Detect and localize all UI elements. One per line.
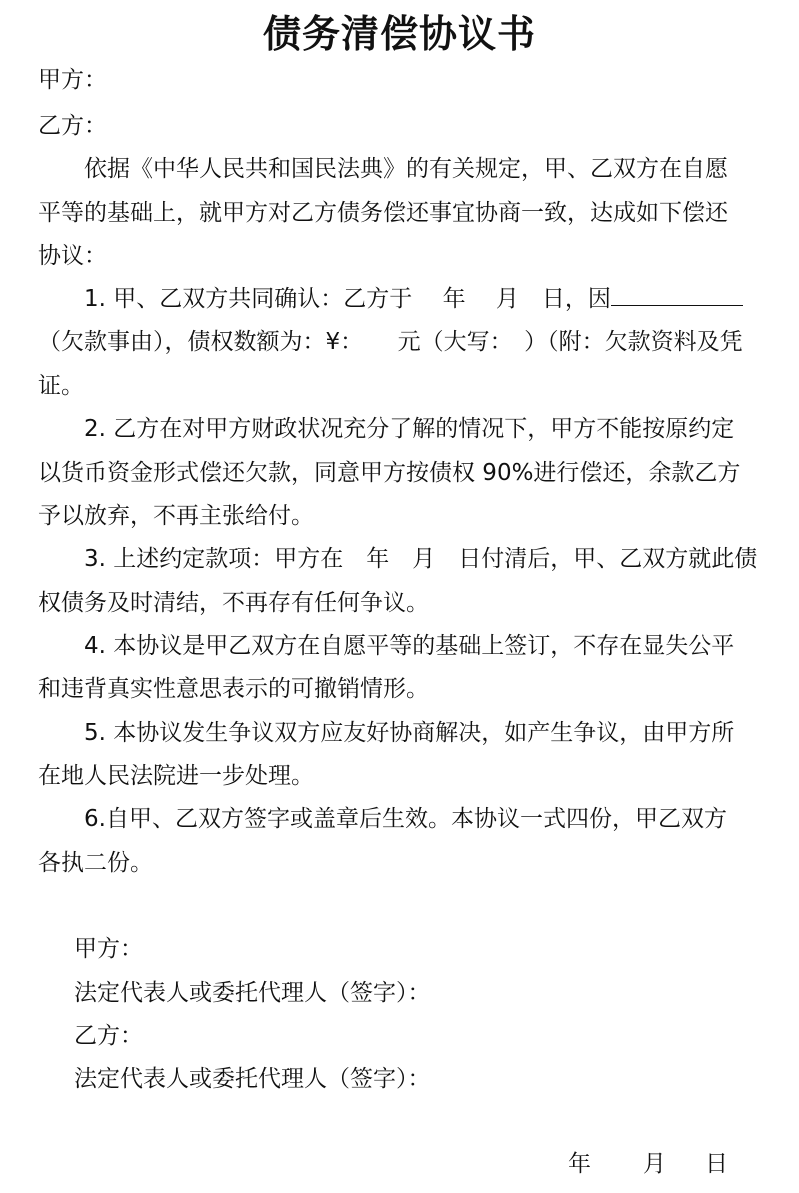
- signature-party-b: 乙方：: [74, 1023, 143, 1049]
- clause-6-line-1: 6.自甲、乙双方签字或盖章后生效。本协议一式四份，甲乙双方: [84, 806, 727, 832]
- clause-1-line-1-text: 1. 甲、乙双方共同确认：乙方于 年 月 日，因: [84, 286, 611, 312]
- party-b-label: 乙方：: [38, 113, 107, 139]
- clause-1-line-2: （欠款事由），债权数额为：¥： 元（大写： ）（附：欠款资料及凭: [38, 329, 743, 355]
- date-year: 年: [568, 1151, 591, 1177]
- signature-party-b-rep: 法定代表人或委托代理人（签字）：: [74, 1066, 431, 1092]
- debt-reason-blank: [611, 283, 743, 306]
- clause-6-line-2: 各执二份。: [38, 850, 153, 876]
- intro-line-3: 协议：: [38, 243, 107, 269]
- clause-4-line-2: 和违背真实性意思表示的可撤销情形。: [38, 676, 429, 702]
- signature-party-a: 甲方：: [74, 936, 143, 962]
- clause-3-line-2: 权债务及时清结，不再存有任何争议。: [38, 590, 429, 616]
- intro-line-2: 平等的基础上，就甲方对乙方债务偿还事宜协商一致，达成如下偿还: [38, 200, 728, 226]
- clause-2-line-3: 予以放弃，不再主张给付。: [38, 503, 314, 529]
- document-title: 债务清偿协议书: [262, 12, 536, 56]
- clause-5-line-2: 在地人民法院进一步处理。: [38, 763, 314, 789]
- clause-1-line-3: 证。: [38, 373, 84, 399]
- clause-2-line-2: 以货币资金形式偿还欠款，同意甲方按债权 90%进行偿还，余款乙方: [38, 460, 741, 486]
- signature-party-a-rep: 法定代表人或委托代理人（签字）：: [74, 980, 431, 1006]
- date-month: 月: [643, 1151, 666, 1177]
- signing-date: [568, 1148, 728, 1180]
- clause-1-line-1: [84, 283, 743, 315]
- intro-line-1: 依据《中华人民共和国民法典》的有关规定，甲、乙双方在自愿: [84, 156, 728, 182]
- party-a-label: 甲方：: [38, 67, 107, 93]
- clause-3-line-1: 3. 上述约定款项：甲方在 年 月 日付清后，甲、乙双方就此债: [84, 546, 758, 572]
- clause-2-line-1: 2. 乙方在对甲方财政状况充分了解的情况下，甲方不能按原约定: [84, 416, 735, 442]
- clause-5-line-1: 5. 本协议发生争议双方应友好协商解决，如产生争议，由甲方所: [84, 720, 735, 746]
- clause-4-line-1: 4. 本协议是甲乙双方在自愿平等的基础上签订，不存在显失公平: [84, 633, 735, 659]
- date-day: 日: [705, 1151, 728, 1177]
